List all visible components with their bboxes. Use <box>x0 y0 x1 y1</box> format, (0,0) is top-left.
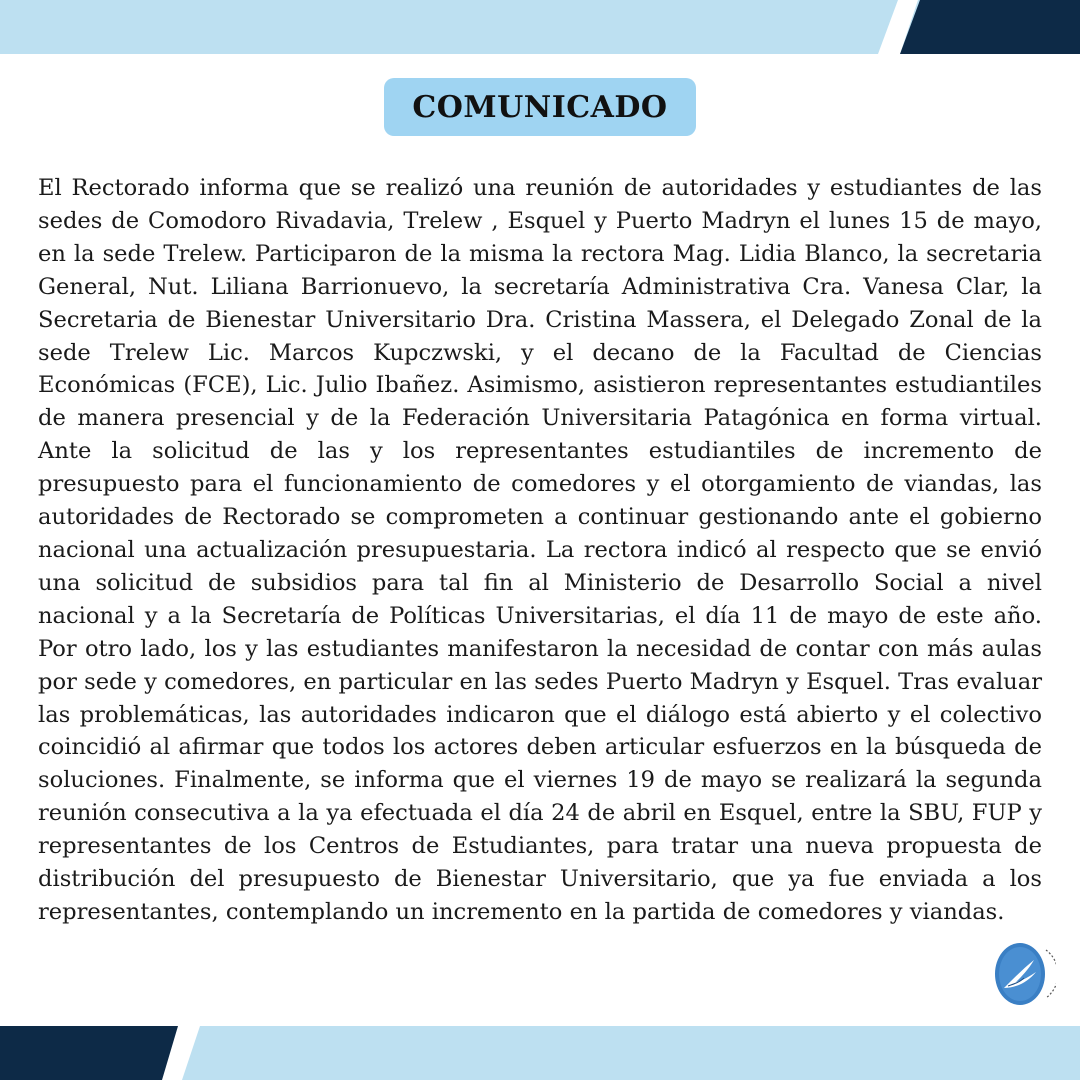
top-dark-band <box>900 0 1080 54</box>
university-seagull-seal-icon <box>994 942 1056 1006</box>
page-title: COMUNICADO <box>412 89 668 125</box>
announcement-body: El Rectorado informa que se realizó una reunión de autoridades y estudiantes de las sedes de Comodoro Rivadavia, Trelew , Esquel y Puerto Madryn el lunes 15 de mayo, en la sede Trelew. Participaron de la misma la rectora Mag. Lidia Blanco, la secretaria General, Nut. Liliana Barrionuevo, la secretaría Administrativa Cra. Vanesa Clar, la Secretaria de Bienestar Universitario Dra. Cristina Massera, el Delegado Zonal de la sede Trelew Lic. Marcos Kupczwski, y el decano de la Facultad de Ciencias Económicas (FCE), Lic. Julio Ibañez. Asimismo, asistieron representantes estudiantiles de manera presencial y de la Federación Universitaria Patagónica en forma virtual. Ante la solicitud de las y los representantes estudiantiles de incremento de presupuesto para el funcionamiento de comedores y el otorgamiento de viandas, las autoridades de Rectorado se comprometen a continuar gestionando ante el gobierno nacional una actualización presupuestaria. La rectora indicó al respecto que se envió una solicitud de subsidios para tal fin al Ministerio de Desarrollo Social a nivel nacional y a la Secretaría de Políticas Universitarias, el día 11 de mayo de este año. Por otro lado, los y las estudiantes manifestaron la necesidad de contar con más aulas por sede y comedores, en particular en las sedes Puerto Madryn y Esquel. Tras evaluar las problemáticas, las autoridades indicaron que el diálogo está abierto y el colectivo coincidió al afirmar que todos los actores deben articular esfuerzos en la búsqueda de soluciones. Finalmente, se informa que el viernes 19 de mayo se realizará la segunda reunión consecutiva a la ya efectuada el día 24 de abril en Esquel, entre la SBU, FUP y representantes de los Centros de Estudiantes, para tratar una nueva propuesta de distribución del presupuesto de Bienestar Universitario, que ya fue enviada a los representantes, contemplando un incremento en la partida de comedores y viandas. <box>38 175 1042 925</box>
title-banner <box>384 78 696 136</box>
bottom-dark-band <box>0 1026 178 1080</box>
